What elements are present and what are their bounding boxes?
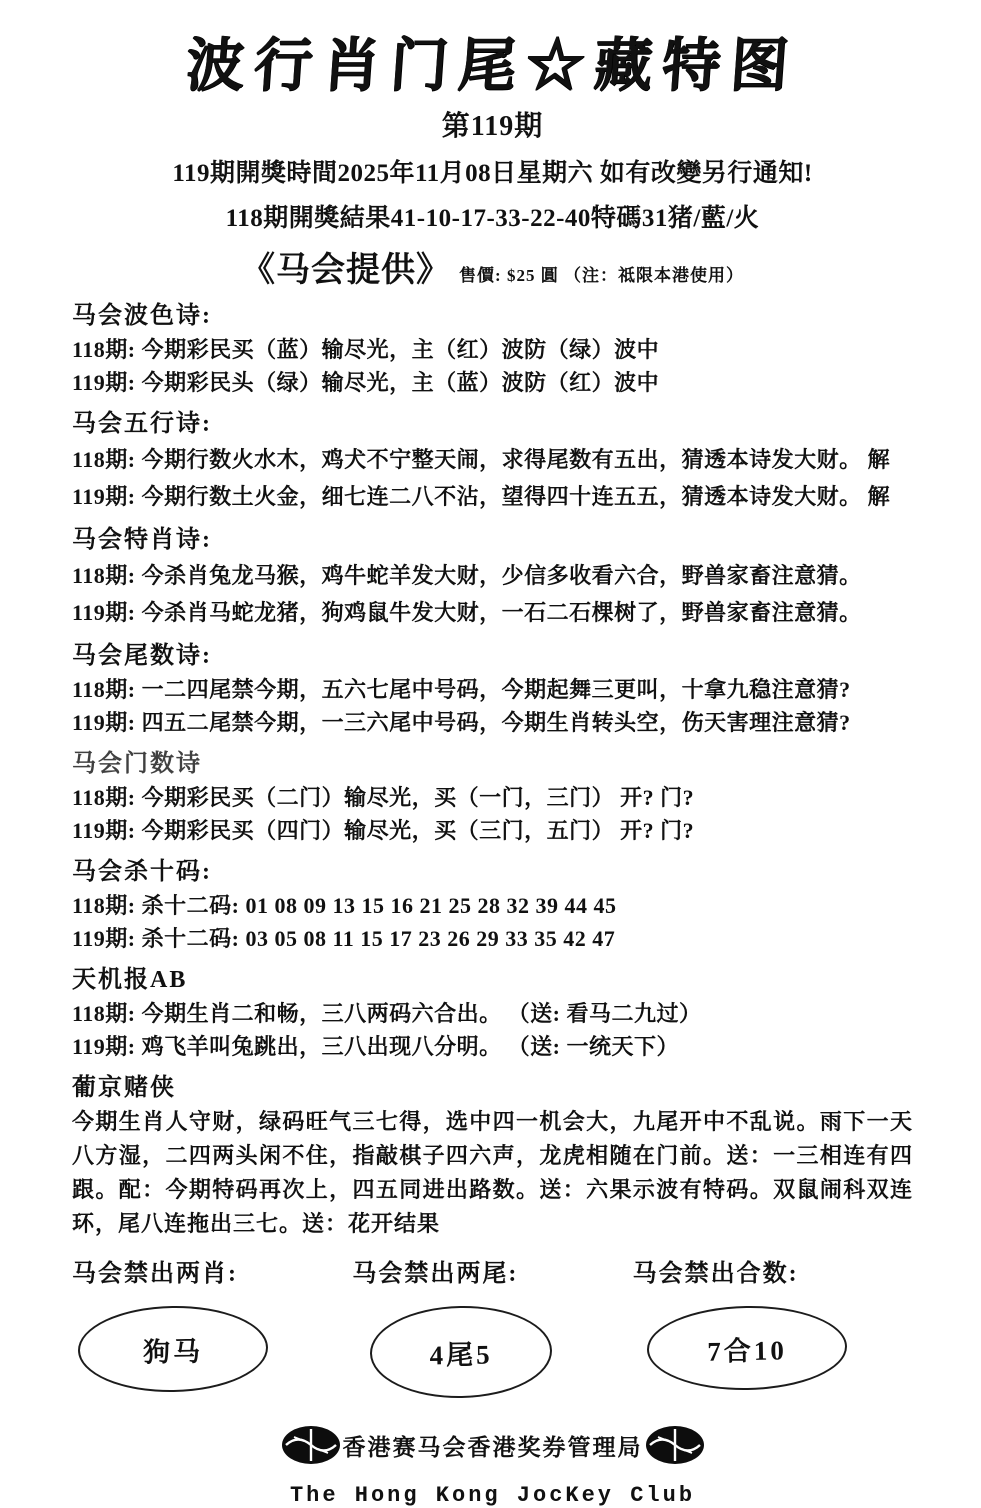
- section-heading: 马会杀十码:: [72, 859, 212, 885]
- poem-line-118: 118期: 今期行数火水木，鸡犬不宁整天闹，求得尾数有五出，猜透本诗发大财。 解: [72, 447, 891, 472]
- jockey-club-logo-icon: [644, 1424, 706, 1466]
- section-wave-color-poem: [72, 301, 913, 399]
- banned-sum-label: 马会禁出合数:: [632, 1261, 799, 1287]
- poem-line-119: 119期: 今期彩民头（绿）输尽光，主（蓝）波防（红）波中: [72, 370, 660, 395]
- jockey-club-logo-icon: [280, 1424, 342, 1466]
- section-tail-number-poem: [72, 641, 913, 739]
- poem-line-119: 119期: 鸡飞羊叫兔跳出，三八出现八分明。 （送: 一统天下）: [72, 1034, 679, 1059]
- banned-tail-value: 4尾5: [370, 1304, 554, 1399]
- previous-draw-result: 118期開獎結果41-10-17-33-22-40特碼31猪/藍/火: [225, 205, 760, 232]
- page-title: 波行肖门尾☆藏特图: [183, 31, 801, 99]
- section-heading: 马会门数诗: [72, 751, 202, 777]
- poem-line-118: 118期: 今期彩民买（二门）输尽光，买（一门，三门） 开? 门?: [72, 785, 695, 810]
- banned-tail-label: 马会禁出两尾:: [352, 1261, 519, 1287]
- footer-org-row: [280, 1424, 706, 1466]
- section-heading: 马会波色诗:: [72, 303, 212, 329]
- section-five-elements-poem: [72, 409, 913, 515]
- section-heading: 马会五行诗:: [72, 411, 212, 437]
- section-door-number-poem: [72, 749, 913, 847]
- poem-line-118: 118期: 一二四尾禁今期，五六七尾中号码，今期起舞三更叫，十拿九稳注意猜?: [72, 677, 851, 702]
- section-killed-numbers: [72, 857, 913, 955]
- poem-line-119: 119期: 四五二尾禁今期，一三六尾中号码，今期生肖转头空，伤天害理注意猜?: [72, 710, 851, 735]
- poem-line-119: 119期: 今期行数土火金，细七连二八不沾，望得四十连五五，猜透本诗发大财。 解: [72, 484, 891, 509]
- sheet-header: [72, 18, 913, 291]
- banned-zodiac-label: 马会禁出两肖:: [72, 1261, 238, 1287]
- banned-zodiac-column: [72, 1253, 352, 1398]
- banned-row: [72, 1253, 913, 1398]
- poem-line-118: 118期: 今期生肖二和畅，三八两码六合出。 （送: 看马二九过）: [72, 1001, 702, 1026]
- section-tianji-report: [72, 965, 913, 1063]
- section-special-zodiac-poem: [72, 525, 913, 631]
- banned-sum-column: [633, 1253, 913, 1398]
- banned-sum-value: 7合10: [646, 1304, 847, 1391]
- gambler-paragraph: 今期生肖人守财，绿码旺气三七得，选中四一机会大，九尾开中不乱说。雨下一天八方湿，二四两头闲不住，指敲棋子四六声，龙虎相随在门前。送：一三相连有四跟。配：今期特码再次上，四五同进出路数。送：六果示波有特码。双鼠闹科双连环，尾八连拖出三七。送：花开结果: [72, 1109, 913, 1236]
- section-heading: 天机报AB: [72, 967, 188, 993]
- poem-line-118: 118期: 今杀肖兔龙马猴，鸡牛蛇羊发大财，少信多收看六合，野兽家畜注意猜。: [72, 563, 862, 588]
- poem-line-119: 119期: 今杀肖马蛇龙猪，狗鸡鼠牛发大财，一石二石棵树了，野兽家畜注意猜。: [72, 600, 862, 625]
- poem-line-119: 119期: 今期彩民买（四门）输尽光，买（三门，五门） 开? 门?: [72, 818, 695, 843]
- banned-zodiac-value: 狗马: [77, 1304, 268, 1393]
- price-note: 售價: $25 圓 （注：祗限本港使用）: [459, 266, 744, 285]
- poem-line-118: 118期: 今期彩民买（蓝）输尽光，主（红）波防（绿）波中: [72, 337, 660, 362]
- issue-number: 第119期: [441, 111, 544, 142]
- killed-numbers-118: 118期: 杀十二码: 01 08 09 13 15 16 21 25 28 32 39 44 45: [72, 893, 617, 918]
- provider-title: 《马会提供》: [241, 252, 452, 289]
- draw-time-notice: 119期開獎時間2025年11月08日星期六 如有改變另行通知!: [172, 160, 813, 187]
- section-heading: 马会尾数诗:: [72, 643, 212, 669]
- section-pujing-gambler: [72, 1073, 913, 1241]
- sheet-footer: [72, 1424, 913, 1508]
- footer-org-en: The Hong Kong JocKey Club: [289, 1483, 696, 1508]
- section-heading: 葡京赌侠: [72, 1075, 176, 1101]
- footer-org-cn: 香港赛马会香港奖券管理局: [342, 1434, 643, 1460]
- section-heading: 马会特肖诗:: [72, 527, 212, 553]
- banned-tail-column: [352, 1253, 632, 1398]
- killed-numbers-119: 119期: 杀十二码: 03 05 08 11 15 17 23 26 29 33 35 42 47: [72, 926, 616, 951]
- provider-row: [72, 242, 913, 291]
